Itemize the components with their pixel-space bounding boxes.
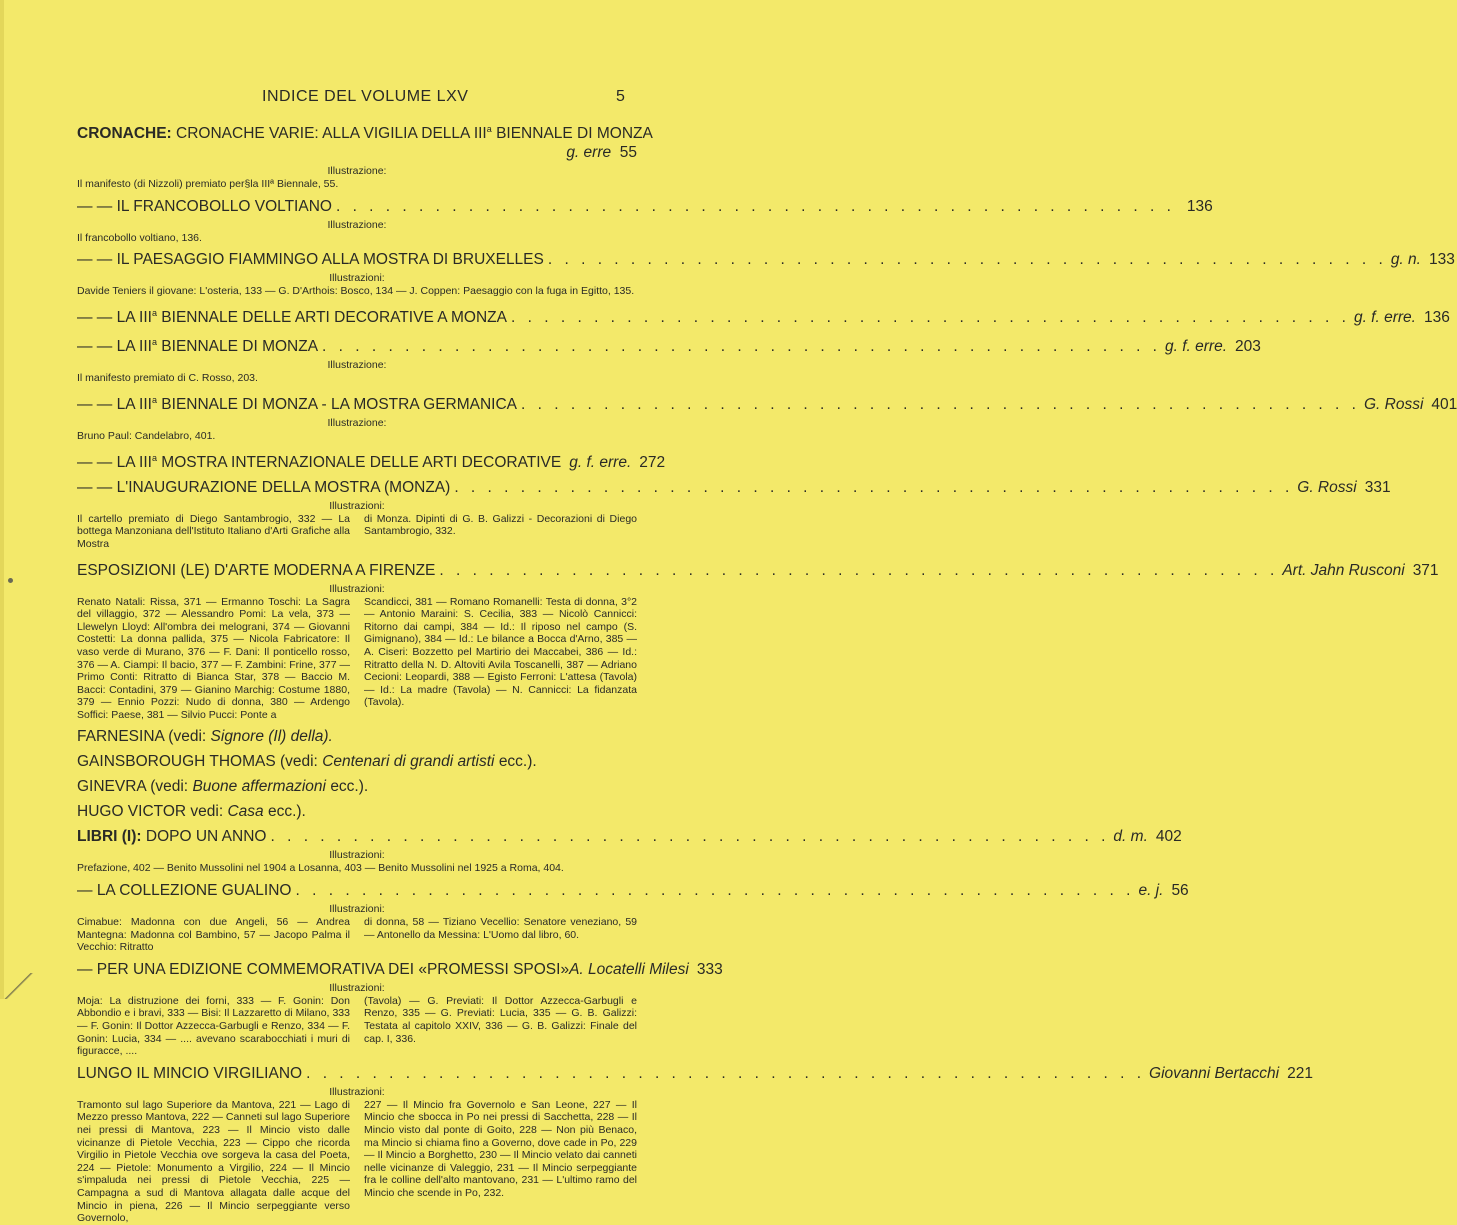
entry-page: 133	[1428, 251, 1455, 269]
index-entry-biennale-monza: — — LA III$^a$ BIENNALE DI MONZA . . . g. f. erre. 203	[77, 333, 637, 356]
dot-leader	[270, 827, 1109, 846]
dot-leader	[336, 197, 1175, 216]
index-entry-paesaggio: — — IL PAESAGGIO FIAMMINGO ALLA MOSTRA DI BRUXELLES . . . g. n. 133	[77, 250, 637, 269]
illustration-columns	[77, 513, 637, 551]
illustration-label: Illustrazioni:	[329, 1085, 385, 1098]
entry-author: Art. Jahn Rusconi	[1282, 561, 1405, 579]
illustration-label: Illustrazioni:	[329, 499, 385, 512]
dot-leader	[306, 1064, 1145, 1083]
page-edge	[0, 0, 4, 999]
illustration-note: Davide Teniers il giovane: L'osteria, 133 — G. D'Arthois: Bosco, 134 — J. Coppen: Paesaggio con la fuga in Egitto, 135.	[77, 285, 635, 298]
entry-page: 402	[1155, 828, 1182, 846]
corner-fold	[0, 973, 34, 999]
index-entry-hugo: HUGO VICTOR vedi: Casa ecc.).	[77, 803, 306, 821]
illustration-label: Illustrazioni:	[329, 582, 385, 595]
entry-page: 333	[696, 960, 723, 978]
index-content	[77, 120, 1457, 1225]
illustration-col-left: Moja: La distruzione dei forni, 333 — F. Gonin: Don Abbondio e i bravi, 333 — Bisi: Il Lazzaretto di Milano, 333 — F. Gonin: Il Dottor Azzecca-Garbugli e Renzo, 334 — F. Gonin: Lucia, 334 — .... avevano scarabocchiati i muri di figuracce, ....	[77, 994, 350, 1058]
index-entry-cronache	[77, 120, 653, 143]
entry-page: 331	[1364, 478, 1391, 496]
illustration-label: Illustrazioni:	[329, 903, 385, 916]
entry-author: g. n.	[1390, 251, 1421, 269]
index-entry-inaugurazione: — — L'INAUGURAZIONE DELLA MOSTRA (MONZA) . . . G. Rossi 331	[77, 478, 637, 497]
entry-page: 401	[1431, 396, 1457, 413]
entry-page: 221	[1287, 1064, 1313, 1082]
illustration-label: Illustrazione:	[327, 165, 387, 178]
illustration-col-left: Tramonto sul lago Superiore da Mantova, 221 — Lago di Mezzo presso Mantova, 222 — Canneti sul lago Superiore nei pressi di Mantova, 223 — Il Mincio visto dalle vicinanze di Pietole Vecchia, 223 — Cippo che ricorda Virgilio in Pietole Vecchia ove sorgeva la casa del Poeta, 224 — Pietole: Monumento a Virgilio, 224 — Il Mincio s'impaluda nei pressi di Pietole Vecchia, 225 — Campagna a sud di Mantova allagata dalle acque del Mincio in piena, 226 — Il Mincio serpeggiante verso Governolo,	[77, 1098, 350, 1225]
illustration-columns	[77, 1099, 637, 1225]
entry-author-line	[77, 143, 637, 162]
entry-page: 136	[1423, 309, 1450, 327]
index-entry-ginevra: GINEVRA (vedi: Buone affermazioni ecc.).	[77, 778, 369, 796]
dot-leader	[511, 308, 1350, 327]
illustration-note: Il francobollo voltiano, 136.	[77, 231, 202, 244]
index-entry-mincio: LUNGO IL MINCIO VIRGILIANO . . . Giovanni Bertacchi 221	[77, 1064, 637, 1083]
index-entry-gainsborough: GAINSBOROUGH THOMAS (vedi: Centenari di grandi artisti ecc.).	[77, 753, 537, 771]
index-entry-farnesina: FARNESINA (vedi: Signore (Il) della).	[77, 728, 333, 746]
index-entry-germanica: — — LA III$^a$ BIENNALE DI MONZA - LA MOSTRA GERMANICA . . . G. Rossi 401	[77, 391, 637, 414]
entry-author: e. j.	[1138, 882, 1164, 900]
illustration-note: Il manifesto premiato di C. Rosso, 203.	[77, 372, 258, 385]
illustration-col-right: di donna, 58 — Tiziano Vecellio: Senatore veneziano, 59 — Antonello da Messina: L'Uomo dal libro, 60.	[364, 916, 637, 941]
illustration-col-right: di Monza. Dipinti di G. B. Galizzi - Decorazioni di Diego Santambrogio, 332.	[364, 512, 637, 538]
stain-mark	[8, 578, 13, 583]
index-entry-francobollo: — — IL FRANCOBOLLO VOLTIANO . . . 136	[77, 197, 637, 216]
index-entry-libri: LIBRI (I): DOPO UN ANNO . . . d. m. 402	[77, 827, 637, 846]
entry-page: 55	[619, 144, 637, 162]
illustration-col-right: (Tavola) — G. Previati: Il Dottor Azzecca-Garbugli e Renzo, 335 — G. Previati: Lucia, 335 — G. B. Galizzi: Testata al capitolo XXIV, 336 — G. B. Galizzi: Finale del cap. I, 336.	[364, 994, 637, 1045]
index-entry-arti-decorative: — — LA III$^a$ BIENNALE DELLE ARTI DECORATIVE A MONZA . . . g. f. erre. 136	[77, 304, 637, 327]
entry-page: 272	[639, 453, 666, 471]
entry-author: g. erre	[566, 144, 612, 162]
illustration-label: Illustrazioni:	[329, 849, 385, 862]
dot-leader	[521, 395, 1360, 414]
dot-leader	[439, 561, 1278, 580]
entry-heading: CRONACHE: CRONACHE VARIE: ALLA VIGILIA DELLA III$^a$ BIENNALE DI MONZA	[77, 124, 653, 143]
page-title: INDICE DEL VOLUME LXV	[262, 88, 469, 105]
illustration-label: Illustrazione:	[327, 417, 387, 429]
illustration-columns	[77, 916, 637, 954]
illustration-col-right: Scandicci, 381 — Romano Romanelli: Testa di donna, 3°2 — Antonio Maraini: S. Cecilia, 383 — Nicolò Cannicci: Ritorno dai campi, 384 — Id.: Il riposo nel campo (S. Gimignano), 384 — Id.: Le bilance a Bocca d'Arno, 385 — A. Ciseri: Bozzetto pel Martirio dei Maccabei, 386 — Id.: Ritratto della N. D. Altoviti Avila Toscanelli, 387 — Adriano Cecioni: Leopardi, 388 — Egisto Ferroni: L'attesa (Tavola) — Id.: La madre (Tavola) — N. Cannicci: La fidanzata (Tavola).	[364, 595, 637, 709]
dot-leader	[296, 881, 1135, 900]
dot-leader	[322, 337, 1161, 356]
entry-author: d. m.	[1113, 828, 1148, 846]
entry-author: G. Rossi	[1363, 396, 1424, 413]
index-entry-esposizioni: ESPOSIZIONI (LE) D'ARTE MODERNA A FIRENZE . . . Art. Jahn Rusconi 371	[77, 561, 637, 580]
index-entry-mostra-internazionale: — — LA III$^a$ MOSTRA INTERNAZIONALE DELLE ARTI DECORATIVE g. f. erre. 272	[77, 452, 666, 471]
dot-leader	[454, 478, 1293, 497]
entry-page: 371	[1412, 561, 1439, 579]
entry-author: g. f. erre.	[1353, 309, 1416, 327]
entry-author: g. f. erre.	[1165, 338, 1228, 356]
entry-author: Giovanni Bertacchi	[1149, 1064, 1280, 1082]
index-entry-promessi-sposi: — PER UNA EDIZIONE COMMEMORATIVA DEI «PROMESSI SPOSI» A. Locatelli Milesi 333	[77, 960, 723, 978]
illustration-note: Prefazione, 402 — Benito Mussolini nel 1904 a Losanna, 403 — Benito Mussolini nel 1925 a Roma, 404.	[77, 862, 564, 875]
illustration-col-right: 227 — Il Mincio fra Governolo e San Leone, 227 — Il Mincio che sbocca in Po nei pressi di Sacchetta, 228 — Il Mincio visto dal ponte di Goito, 228 — Non più Benaco, ma Mincio si chiama fino a Governo, dove cade in Po, 229 — Il Mincio a Borghetto, 230 — Il Mincio velato dai canneti nelle vicinanze di Valeggio, 231 — Il Mincio serpeggiante fra le colline dell'alto mantovano, 231 — L'ultimo ramo del Mincio che scende in Po, 232.	[364, 1098, 637, 1199]
illustration-label: Illustrazioni:	[329, 981, 385, 994]
illustration-col-left: Cimabue: Madonna con due Angeli, 56 — Andrea Mantegna: Madonna col Bambino, 57 — Jacopo Palma il Vecchio: Ritratto	[77, 916, 350, 954]
entry-page: 136	[1186, 197, 1213, 215]
page-number: 5	[616, 88, 626, 105]
dot-leader	[548, 250, 1387, 269]
illustration-label: Illustrazioni:	[329, 272, 385, 285]
illustration-label: Illustrazione:	[327, 359, 387, 372]
illustration-note: Bruno Paul: Candelabro, 401.	[77, 430, 216, 442]
entry-author: G. Rossi	[1297, 478, 1357, 496]
entry-author: g. f. erre.	[569, 453, 632, 471]
illustration-col-left: Renato Natali: Rissa, 371 — Ermanno Toschi: La Sagra del villaggio, 372 — Alessandro Pomi: La vela, 373 — Llewelyn Lloyd: All'ombra dei melograni, 374 — Giovanni Costetti: La donna pallida, 375 — Nicola Fabricatore: Il vaso verde di Murano, 376 — F. Dani: Il ponticello rosso, 376 — A. Ciampi: Il bacio, 377 — F. Zambini: Frine, 377 — Primo Conti: Ritratto di Bianca Star, 378 — Baccio M. Bacci: Contadini, 379 — Gianino Marchig: Costume 1880, 379 — Ennio Pozzi: Nudo di donna, 380 — Ardengo Soffici: Paese, 381 — Silvio Pucci: Ponte a	[77, 595, 350, 721]
illustration-note: Il manifesto (di Nizzoli) premiato per§la IIIª Biennale, 55.	[77, 178, 339, 191]
entry-page: 56	[1171, 882, 1189, 900]
illustration-col-left: Il cartello premiato di Diego Santambrogio, 332 — La bottega Manzoniana dell'Istituto Italiano d'Arti Grafiche alla Mostra	[77, 512, 350, 550]
illustration-label: Illustrazione:	[327, 218, 387, 231]
index-entry-gualino: — LA COLLEZIONE GUALINO . . . e. j. 56	[77, 881, 637, 900]
illustration-columns	[77, 596, 637, 722]
illustration-columns	[77, 995, 637, 1058]
entry-author: A. Locatelli Milesi	[569, 960, 689, 978]
entry-page: 203	[1235, 338, 1261, 356]
